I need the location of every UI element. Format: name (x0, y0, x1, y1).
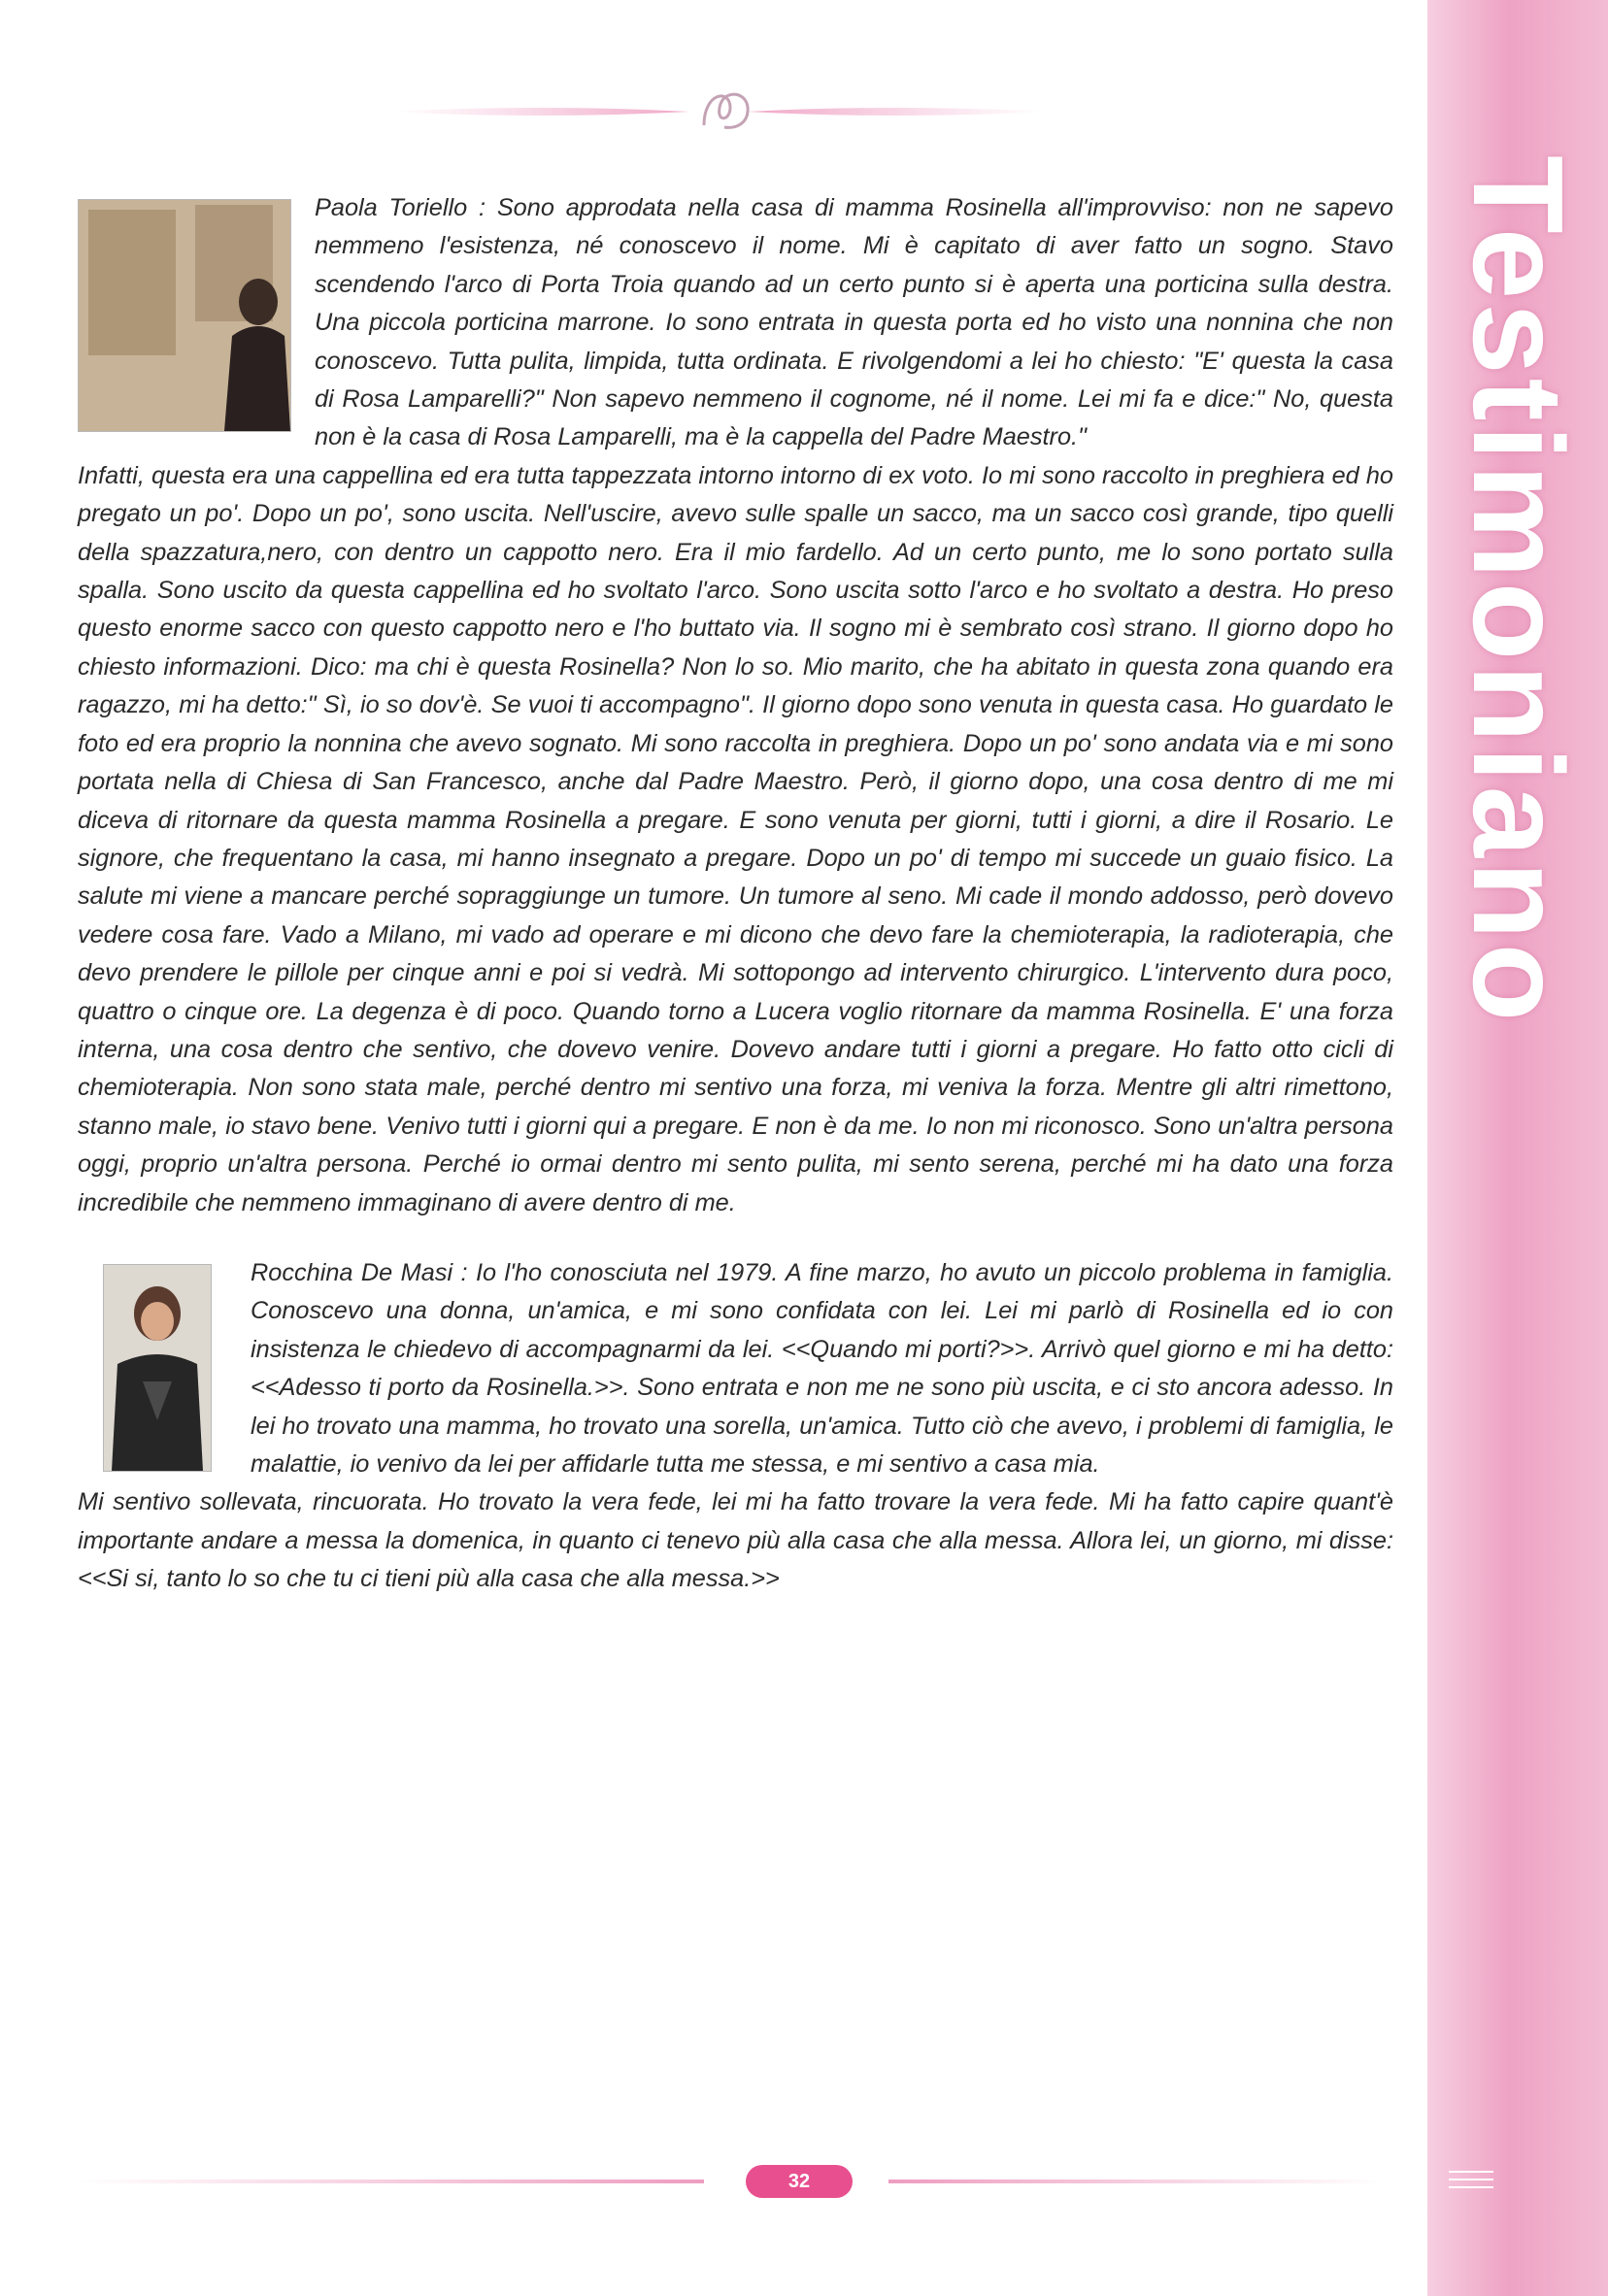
footer-divider-left (78, 2180, 704, 2183)
portrait-photo-paola (78, 199, 291, 432)
footer-divider-right (888, 2180, 1384, 2183)
top-ornament (369, 83, 1068, 141)
portrait-photo-rocchina (103, 1264, 212, 1472)
testimony-paola-paragraph-1: Paola Toriello : Sono approdata nella casa di mamma Rosinella all'improvviso: non ne sapevo nemmeno l'esistenza, né conoscevo il nome. Mi è capitato di aver fatto un sogno. Stavo scendendo l'arco di Porta Troia quando ad un certo punto si è aperta una porticina sulla destra. Una piccola porticina marrone. Io sono entrata in questa porta ed ho visto una nonnina che non conoscevo. Tutta pulita, limpida, tutta ordinata. E rivolgendomi a lei ho chiesto: "E' questa la casa di Rosa Lamparelli?" Non sapevo nemmeno il cognome, né il nome. Lei mi fa e dice:" No, questa non è la casa di Rosa Lamparelli, ma è la cappella del Padre Maestro." (315, 194, 1393, 451)
testimony-rocchina-paragraph-1: Rocchina De Masi : Io l'ho conosciuta nel 1979. A fine marzo, ho avuto un piccolo problema in famiglia. Conoscevo una donna, un'amica, e mi sono confidata con lei. Lei mi parlò di Rosinella ed io con insistenza le chiedevo di accompagnarmi da lei. <<Quando mi porti?>>. Arrivò quel giorno e mi ha detto: <<Adesso ti porto da Rosinella.>>. Sono entrata e non me ne sono più uscita, e ci sto ancora adesso. In lei ho trovato una mamma, ho trovato una sorella, un'amica. Tutto ciò che avevo, i problemi di famiglia, le malattie, io venivo da lei per affidarle tutta me stessa, e mi sentivo a casa mia. (251, 1258, 1393, 1478)
testimony-paola-paragraph-2: Infatti, questa era una cappellina ed era tutta tappezzata intorno intorno di ex voto. Io mi sono raccolto in preghiera ed ho pregato un po'. Dopo un po', sono uscita. Nell'uscire, avevo sulle spalle un sacco, ma un sacco così grande, tipo quelli della spazzatura,nero, con dentro un cappotto nero. Era il mio fardello. Ad un certo punto, me lo sono portato sulla spalla. Sono uscito da questa cappellina ed ho svoltato l'arco. Sono uscita sotto l'arco e ho svoltato a destra. Ho preso questo enorme sacco con questo cappotto nero e l'ho buttato via. Il sogno mi è sembrato così strano. Il giorno dopo ho chiesto informazioni. Dico: ma chi è questa Rosinella? Non lo so. Mio marito, che ha abitato in questa zona quando era ragazzo, mi ha detto:" Sì, io so dov'è. Se vuoi ti accompagno". Il giorno dopo sono venuta in questa casa. Ho guardato le foto ed era proprio la nonnina che avevo sognato. Mi sono raccolta in preghiera. Dopo un po' sono andata via e mi sono portata nella di Chiesa di San Francesco, anche dal Padre Maestro. Però, il giorno dopo, una cosa dentro di me mi diceva di ritornare da questa mamma Rosinella a pregare. E sono venuta per giorni, tutti i giorni, a dire il Rosario. Le signore, che frequentano la casa, mi hanno insegnato a pregare. Dopo un po' di tempo mi succede un guaio fisico. La salute mi viene a mancare perché sopraggiunge un tumore. Un tumore al seno. Mi cade il mondo addosso, però dovevo vedere cosa fare. Vado a Milano, mi vado ad operare e mi dicono che devo fare la chemioterapia, la radioterapia, che devo prendere le pillole per cinque anni e poi si vedrà. Mi sottopongo ad intervento chirurgico. L'intervento dura poco, quattro o cinque ore. La degenza è di poco. Quando torno a Lucera voglio ritornare da mamma Rosinella. E' una forza interna, una cosa dentro che sentivo, che dovevo venire. Dovevo andare tutti i giorni a pregare. Ho fatto otto cicli di chemioterapia. Non sono stata male, perché dentro mi sentivo una forza, mi veniva la forza. Mentre gli altri rimettono, stanno male, io stavo bene. Venivo tutti i giorni qui a pregare. E non è da me. Io non mi riconosco. Sono un'altra persona oggi, proprio un'altra persona. Perché io ormai dentro mi sento pulita, mi sento serena, perché mi ha dato una forza incredibile che nemmeno immaginano di avere dentro di me. (78, 461, 1393, 1216)
page-number-badge: 32 (746, 2165, 853, 2198)
article-body (78, 189, 1393, 1599)
section-title: Testimoniano (1447, 155, 1590, 1026)
corner-decoration (1447, 2160, 1495, 2199)
testimony-rocchina-paragraph-2: Mi sentivo sollevata, rincuorata. Ho trovato la vera fede, lei mi ha fatto trovare la vera fede. Mi ha fatto capire quant'è importante andare a messa la domenica, in quanto ci tenevo più alla casa che alla messa. Allora lei, un giorno, mi disse: <<Si si, tanto lo so che tu ci tieni più alla casa che alla messa.>> (78, 1488, 1393, 1593)
